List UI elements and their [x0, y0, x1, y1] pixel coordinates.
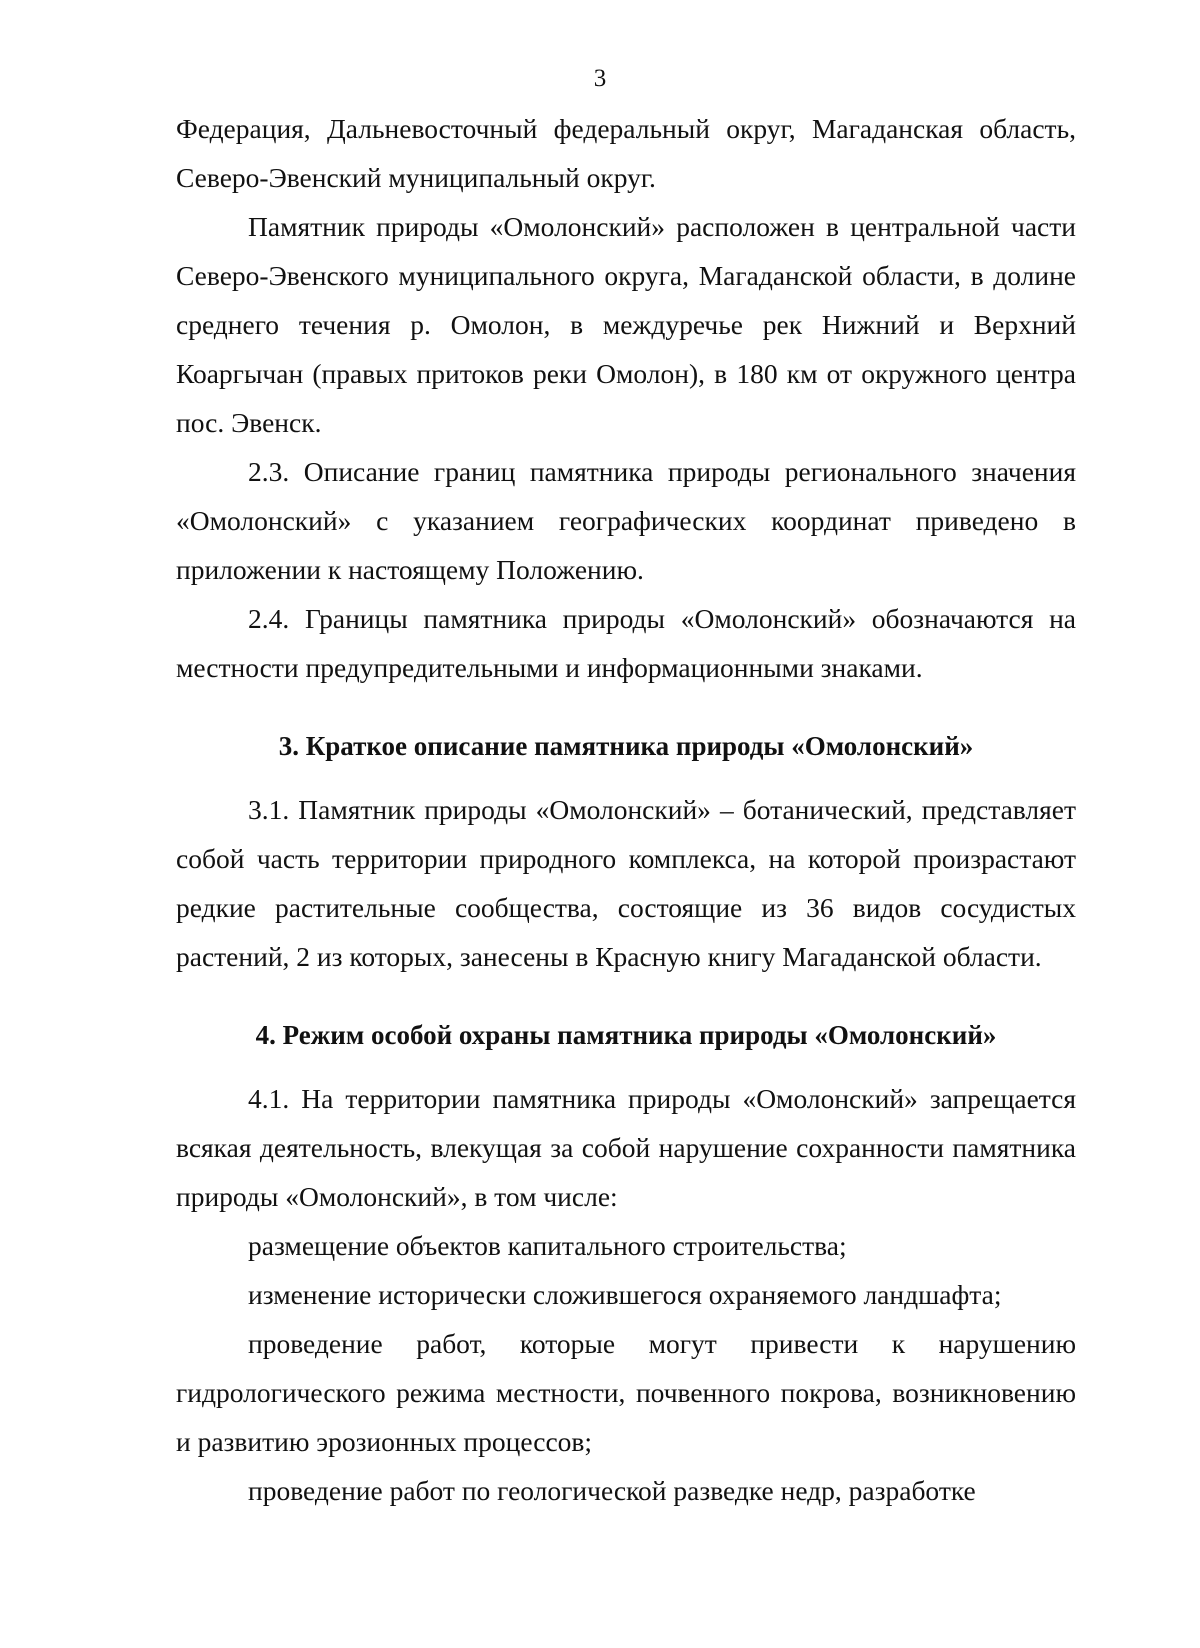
- paragraph-location: Памятник природы «Омолонский» расположен в центральной части Северо-Эвенского муниципального округа, Магаданской области, в долине среднего течения р. Омолон, в междуречье рек Нижний и Верхний Коаргычан (правых притоков реки Омолон), в 180 км от окружного центра пос. Эвенск.: [176, 211, 1076, 438]
- list-item: изменение исторически сложившегося охраняемого ландшафта;: [248, 1279, 1002, 1310]
- paragraph-2-3: 2.3. Описание границ памятника природы регионального значения «Омолонский» с указанием географических координат приведено в приложении к настоящему Положению.: [176, 456, 1076, 585]
- list-item: размещение объектов капитального строительства;: [248, 1230, 847, 1261]
- paragraph-4-1: 4.1. На территории памятника природы «Омолонский» запрещается всякая деятельность, влекущая за собой нарушение сохранности памятника природы «Омолонский», в том числе:: [176, 1083, 1076, 1212]
- document-body: [176, 104, 1076, 1515]
- paragraph-2-4: 2.4. Границы памятника природы «Омолонский» обозначаются на местности предупредительными и информационными знаками.: [176, 603, 1076, 683]
- paragraph-3-1: 3.1. Памятник природы «Омолонский» – ботанический, представляет собой часть территории природного комплекса, на которой произрастают редкие растительные сообщества, состоящие из 36 видов сосудистых растений, 2 из которых, занесены в Красную книгу Магаданской области.: [176, 794, 1076, 972]
- paragraph-continued: Федерация, Дальневосточный федеральный округ, Магаданская область, Северо-Эвенский муниципальный округ.: [176, 113, 1076, 193]
- list-item: проведение работ по геологической разведке недр, разработке: [248, 1475, 976, 1506]
- page-number: 3: [593, 65, 607, 92]
- section-heading-3: 3. Краткое описание памятника природы «Омолонский»: [278, 731, 974, 761]
- list-item: проведение работ, которые могут привести к нарушению гидрологического режима местности, почвенного покрова, возникновению и развитию эрозионных процессов;: [176, 1328, 1076, 1457]
- section-heading-4: 4. Режим особой охраны памятника природы «Омолонский»: [255, 1020, 997, 1050]
